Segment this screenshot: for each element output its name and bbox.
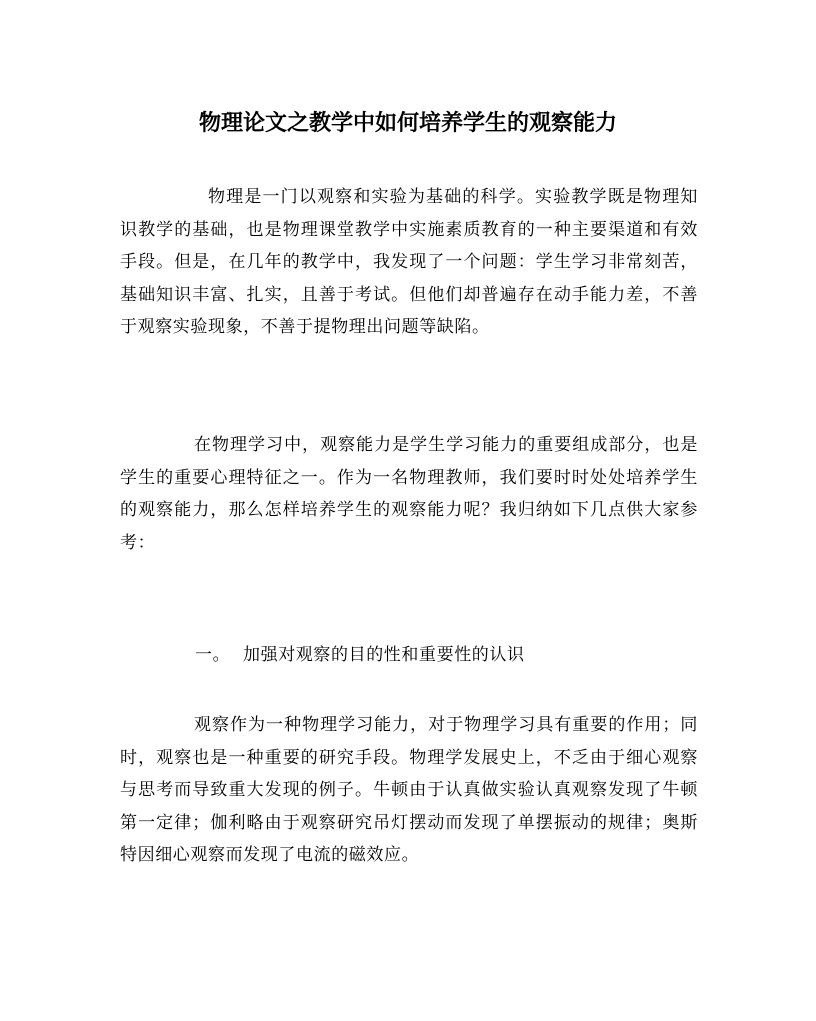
section-heading (195, 639, 525, 671)
section-heading-number: 一。 (195, 645, 231, 665)
paragraph-observation-ability: 在物理学习中，观察能力是学生学习能力的重要组成部分，也是学生的重要心理特征之一。作为一名物理教师，我们要时时处处培养学生的观察能力，那么怎样培养学生的观察能力呢？我归纳如下几点供大家参考： (120, 435, 698, 553)
paragraph-observation-role: 观察作为一种物理学习能力，对于物理学习具有重要的作用；同时，观察也是一种重要的研究手段。物理学发展史上，不乏由于细心观察与思考而导致重大发现的例子。牛顿由于认真做实验认真观察发现了牛顿第一定律；伽利略由于观察研究吊灯摆动而发现了单摆振动的规律；奥斯特因细心观察而发现了电流的磁效应。 (120, 715, 698, 866)
section-heading-text: 加强对观察的目的性和重要性的认识 (243, 645, 525, 665)
document-title: 物理论文之教学中如何培养学生的观察能力 (198, 110, 617, 136)
paragraph-intro: 物理是一门以观察和实验为基础的科学。实验教学既是物理知识教学的基础，也是物理课堂教学中实施素质教育的一种主要渠道和有效手段。但是，在几年的教学中，我发现了一个问题：学生学习非常刻苦，基础知识丰富、扎实，且善于考试。但他们却普遍存在动手能力差，不善于观察实验现象，不善于提物理出问题等缺陷。 (120, 187, 698, 338)
